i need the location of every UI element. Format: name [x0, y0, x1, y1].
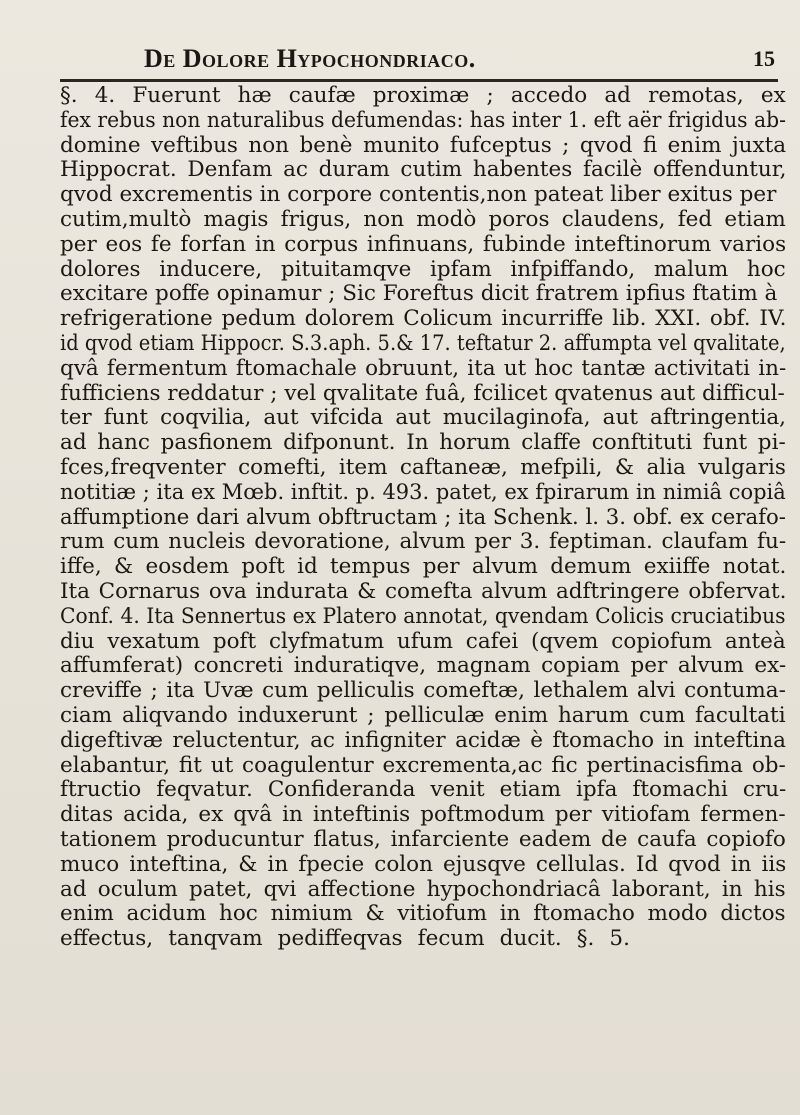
- text-line: digeftivæ reluctentur, ac infigniter acidæ è ftomacho in inteftina: [60, 728, 786, 753]
- text-line: dolores inducere, pituitamqve ipfam infpiffando, malum hoc: [60, 257, 786, 282]
- text-line: §. 4. Fuerunt hæ caufæ proximæ ; accedo ad remotas, ex: [60, 84, 786, 108]
- text-line: ditas acida, ex qvâ in inteftinis poftmodum per vitiofam fermen-: [60, 803, 786, 828]
- header-rule: [60, 79, 778, 82]
- text-line: fex rebus non naturalibus defumendas: has inter 1. eft aër frigidus ab-: [60, 108, 786, 133]
- body-text: [60, 84, 786, 952]
- text-line: iffe, & eosdem poft id tempus per alvum demum exiiffe notat.: [60, 555, 786, 580]
- text-line: Ita Cornarus ova indurata & comefta alvum adftringere obfervat.: [60, 579, 786, 604]
- page-header: [60, 44, 775, 76]
- text-line: qvod excrementis in corpore contentis,non pateat liber exitus per: [60, 183, 777, 208]
- text-line: ad oculum patet, qvi affectione hypochondriacâ laborant, in his: [60, 877, 786, 902]
- text-line: effectus, tanqvam pediffeqvas fecum ducit. §. 5.: [60, 927, 630, 952]
- text-line: cutim,multò magis frigus, non modò poros claudens, fed etiam: [60, 207, 786, 232]
- text-line: refrigeratione pedum dolorem Colicum incurriffe lib. XXI. obf. IV.: [60, 307, 786, 332]
- text-line: diu vexatum poft clyfmatum ufum cafei (qvem copiofum anteà: [60, 629, 786, 654]
- text-line: ad hanc pasfionem difponunt. In horum claffe conftituti funt pi-: [60, 431, 786, 456]
- text-line: qvâ fermentum ftomachale obruunt, ita ut hoc tantæ activitati in-: [60, 356, 786, 381]
- text-line: Conf. 4. Ita Sennertus ex Platero annotat, qvendam Colicis cruciatibus: [60, 604, 786, 629]
- text-line: affumptione dari alvum obftructam ; ita Schenk. l. 3. obf. ex cerafo-: [60, 505, 786, 530]
- text-line: enim acidum hoc nimium & vitiofum in ftomacho modo dictos: [60, 902, 786, 927]
- text-line: id qvod etiam Hippocr. S.3.aph. 5.& 17. teftatur 2. affumpta vel qvalitate,: [60, 331, 786, 356]
- text-line: tationem producuntur flatus, infarciente eadem de caufa copiofo: [60, 827, 786, 852]
- text-line: ftructio feqvatur. Confideranda venit etiam ipfa ftomachi cru-: [60, 778, 786, 803]
- text-line: notitiæ ; ita ex Mœb. inftit. p. 493. patet, ex fpirarum in nimiâ copiâ: [60, 480, 786, 505]
- running-title: De Dolore Hypochondriaco.: [144, 44, 476, 73]
- text-line: Hippocrat. Denfam ac duram cutim habentes facilè offenduntur,: [60, 158, 786, 183]
- text-line: domine veftibus non benè munito fufceptus ; qvod fi enim juxta: [60, 133, 786, 158]
- text-line: excitare poffe opinamur ; Sic Foreftus dicit fratrem ipfius ftatim à: [60, 282, 778, 307]
- text-line: ciam aliqvando induxerunt ; pelliculæ enim harum cum facultati: [60, 703, 786, 728]
- text-line: fces,freqventer comefti, item caftaneæ, mefpili, & alia vulgaris: [60, 455, 786, 480]
- text-line: affumferat) concreti induratiqve, magnam copiam per alvum ex-: [60, 654, 786, 679]
- text-line: rum cum nucleis devoratione, alvum per 3. feptiman. claufam fu-: [60, 530, 786, 555]
- text-line: per eos fe forfan in corpus infinuans, fubinde inteftinorum varios: [60, 232, 786, 257]
- text-line: elabantur, fit ut coagulentur excrementa,ac fic pertinacisfima ob-: [60, 753, 786, 778]
- text-line: creviffe ; ita Uvæ cum pelliculis comeftæ, lethalem alvi contuma-: [60, 679, 786, 704]
- text-line: ter funt coqvilia, aut vifcida aut mucilaginofa, aut aftringentia,: [60, 406, 786, 431]
- page-number: 15: [753, 46, 775, 71]
- text-line: muco inteftina, & in fpecie colon ejusqve cellulas. Id qvod in iis: [60, 852, 786, 877]
- text-line: fufficiens reddatur ; vel qvalitate fuâ, fcilicet qvatenus aut difficul-: [60, 381, 785, 406]
